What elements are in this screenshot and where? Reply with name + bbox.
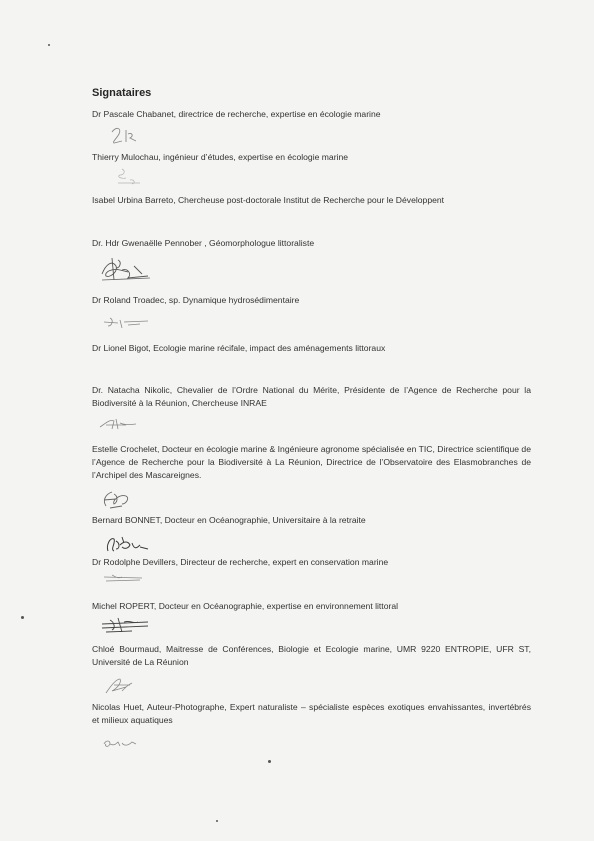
signature-8 <box>92 486 152 512</box>
signatory-10: Dr Rodolphe Devillers, Directeur de recherche, expert en conservation marine <box>92 557 389 567</box>
signatory-13: Nicolas Huet, Auteur-Photographe, Expert naturaliste – spécialiste espèces exotiques envahissantes, invertébrés et milieux aquatiques <box>92 702 531 725</box>
scan-speck <box>21 616 24 619</box>
signatory-11: Michel ROPERT, Docteur en Océanographie, expertise en environnement littoral <box>92 601 399 611</box>
signature-4 <box>92 252 162 286</box>
signature-11 <box>92 612 162 636</box>
signatory-2: Thierry Mulochau, ingénieur d’études, expertise en écologie marine <box>92 152 349 162</box>
signature-9 <box>92 531 162 557</box>
scan-speck <box>48 44 50 46</box>
signatory-1: Dr Pascale Chabanet, directrice de recherche, expertise en écologie marine <box>92 109 381 119</box>
signatory-8: Estelle Crochelet, Docteur en écologie marine & Ingénieure agronome spécialisée en TIC, Directrice scientifique de l’Agence de Recherche pour la Biodiversité à La Réunion, Directrice de l’Observatoire des Elasmobranches de l’Archipel des Mascareignes. <box>92 444 531 480</box>
signature-2 <box>92 165 152 187</box>
signature-13 <box>92 734 152 752</box>
signatory-3: Isabel Urbina Barreto, Chercheuse post-doctorale Institut de Recherche pour le Développent <box>92 195 445 205</box>
signatory-9: Bernard BONNET, Docteur en Océanographie, Universitaire à la retraite <box>92 515 366 525</box>
signatory-5: Dr Roland Troadec, sp. Dynamique hydrosédimentaire <box>92 295 300 305</box>
signature-12 <box>92 673 152 697</box>
signature-7 <box>92 413 152 433</box>
signatory-4: Dr. Hdr Gwenaëlle Pennober , Géomorphologue littoraliste <box>92 238 315 248</box>
scan-speck <box>268 760 271 763</box>
signature-1 <box>92 124 152 150</box>
signatory-7: Dr. Natacha Nikolic, Chevalier de l’Ordre National du Mérite, Présidente de l’Agence de Recherche pour la Biodiversité à la Réunion, Chercheuse INRAE <box>92 385 531 408</box>
scan-speck <box>216 820 218 822</box>
signatory-12: Chloé Bourmaud, Maitresse de Conférences, Biologie et Ecologie marine, UMR 9220 ENTROPIE, UFR ST, Université de La Réunion <box>92 644 531 667</box>
signatory-6: Dr Lionel Bigot, Ecologie marine récifale, impact des aménagements littoraux <box>92 343 386 353</box>
signature-10 <box>92 569 162 585</box>
section-heading: Signataires <box>92 87 152 99</box>
signature-5 <box>92 312 162 332</box>
